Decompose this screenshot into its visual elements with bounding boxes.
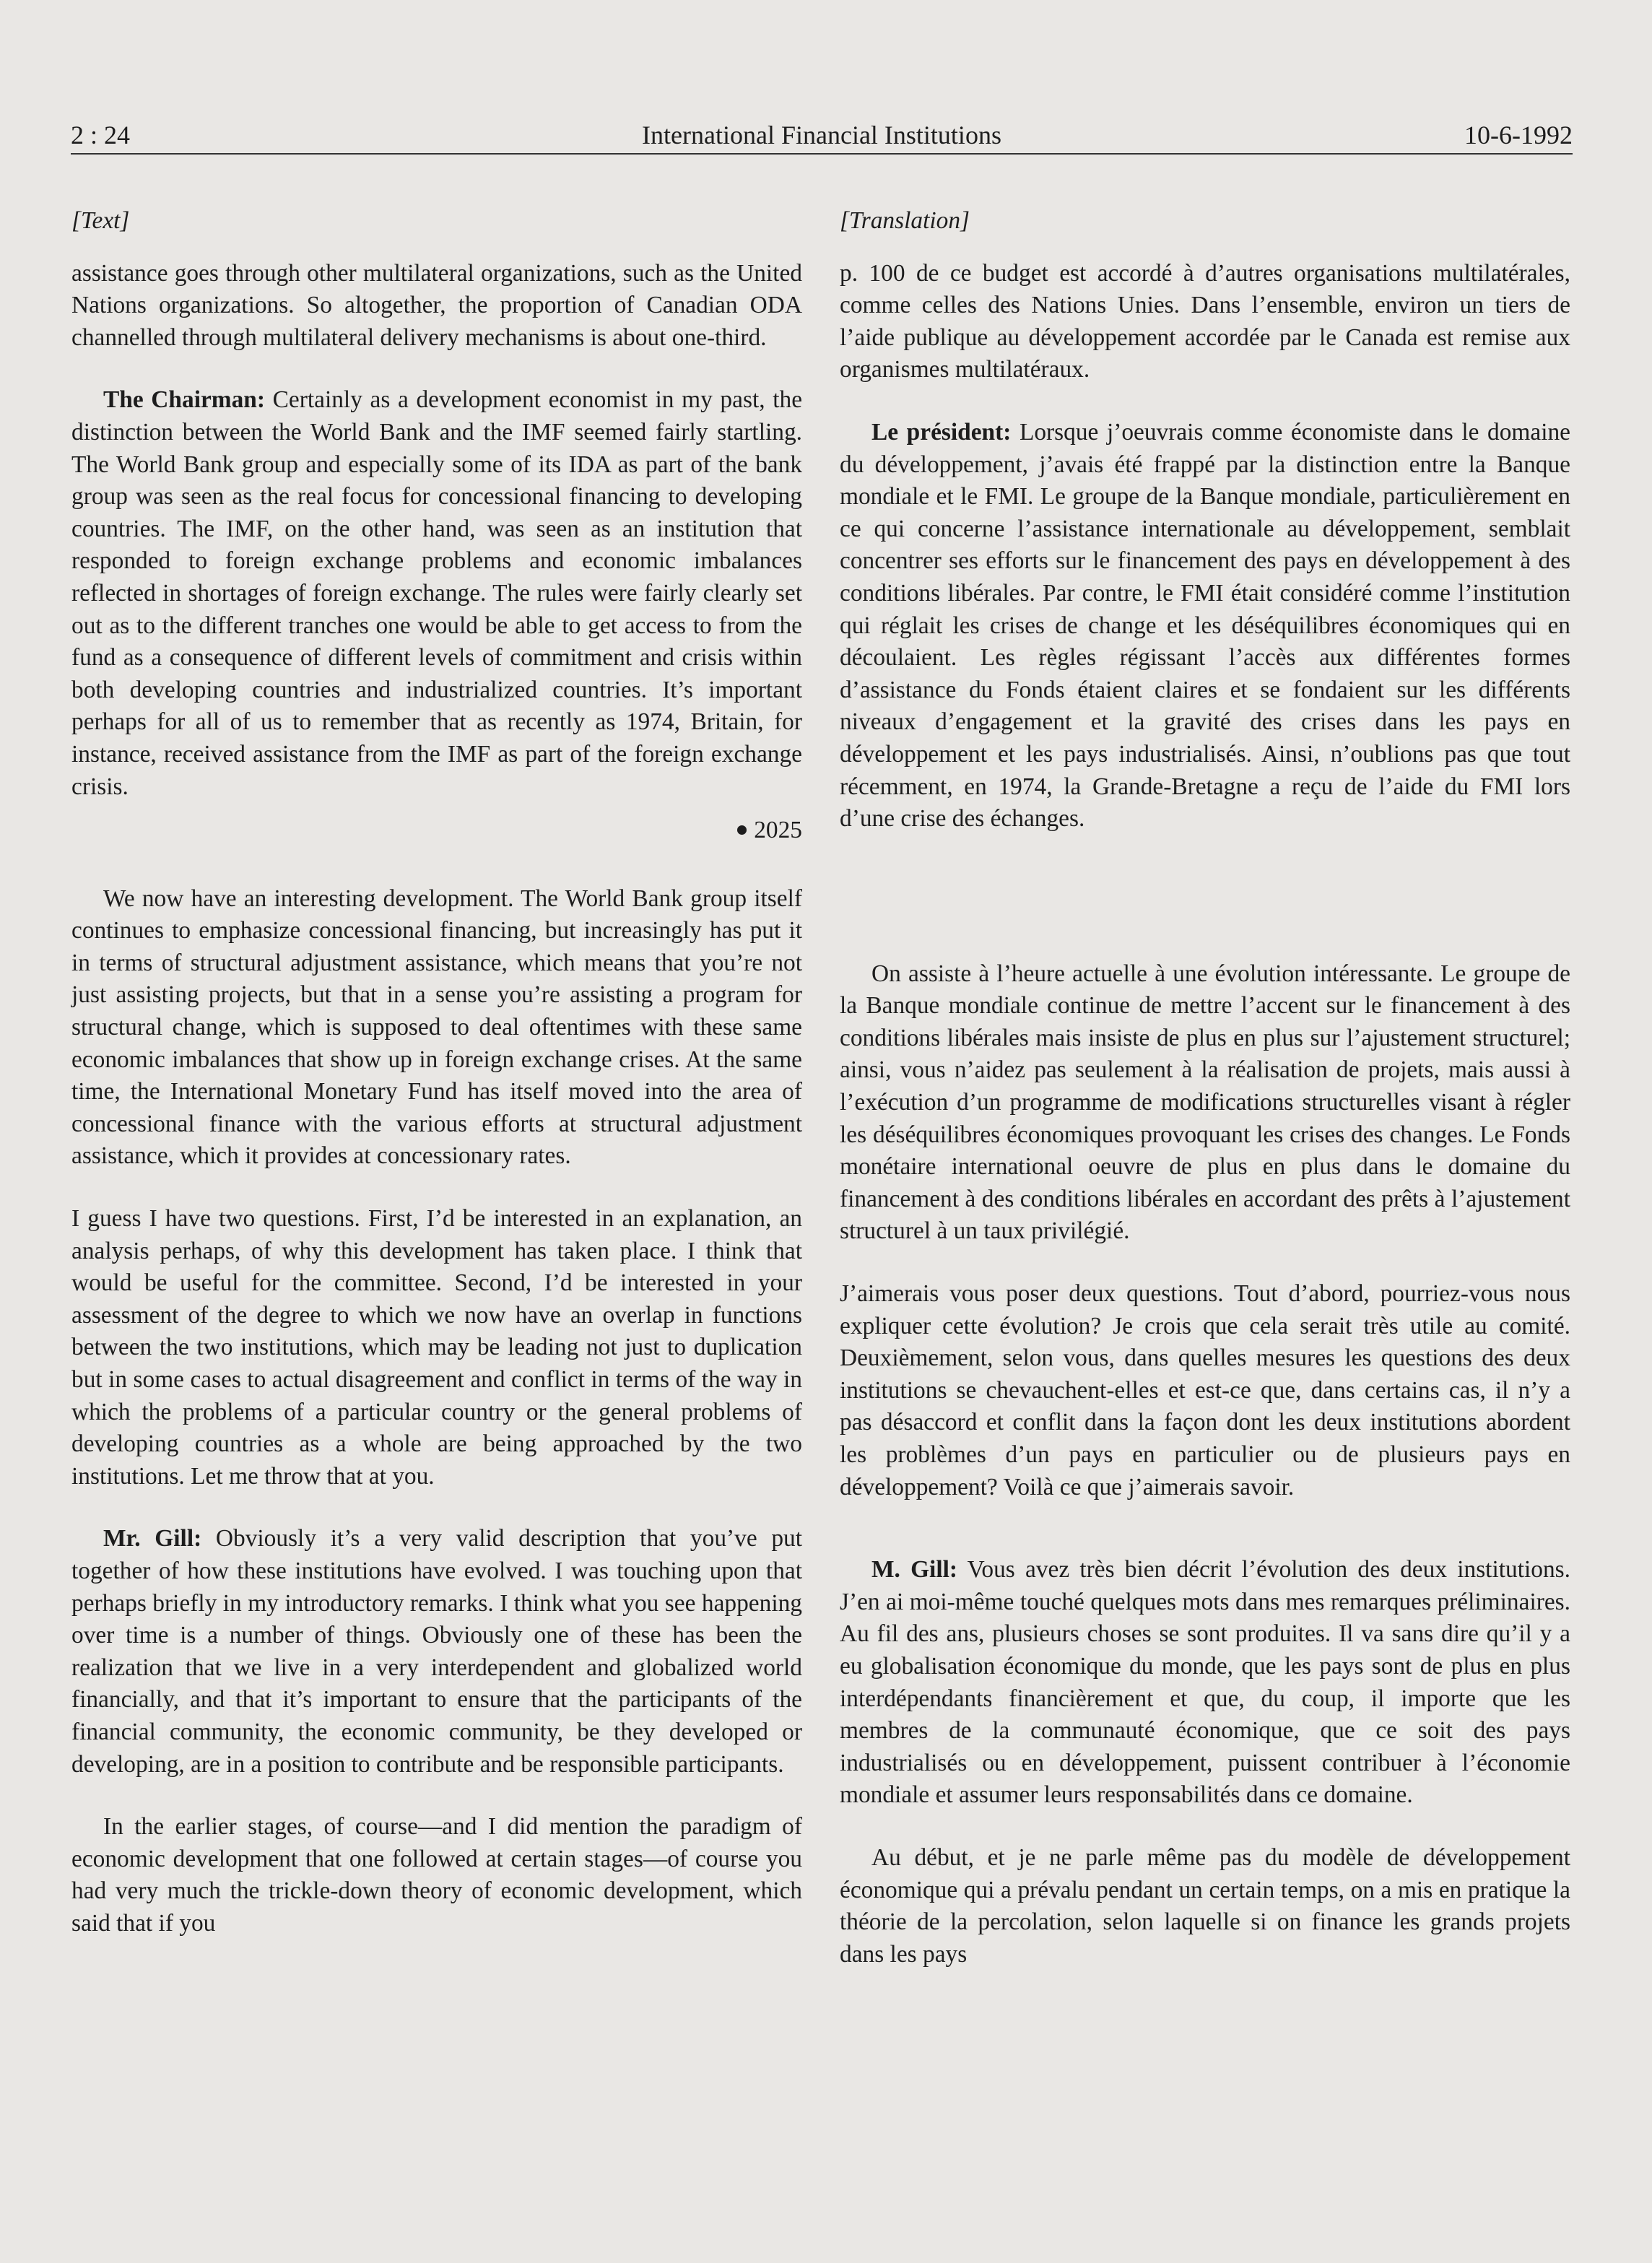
bullet-icon	[737, 825, 747, 835]
speaker-name: Le président:	[871, 418, 1012, 446]
speaker-name: M. Gill:	[871, 1556, 957, 1584]
column-spacer	[840, 835, 1570, 958]
column-label-text: [Text]	[71, 207, 130, 234]
paragraph-4: I guess I have two questions. First, I’d be interested in an explanation, an analysis perhaps, of why this development has taken place. I think that would be useful for the committee. Second, I’d be interested in your assessment of the degree to which we now have an overlap in functions between the two institutions, which may be leading not just to duplication but in some cases to actual disagreement and conflict in terms of the way in which the problems of a particular country or the general problems of developing countries as a whole are being approached by the two institutions. Let me throw that at you.	[71, 1205, 802, 1490]
column-label-translation: [Translation]	[840, 207, 970, 234]
speech-text: Obviously it’s a very valid description that you’ve put together of how these institutions have evolved. I was touching upon that perhaps briefly in my introductory remarks. I think what you see happening over time is a number of things. Obviously one of these has been the realization that we live in a very interdependent and globalized world financially, and that it’s important to ensure that the participants of the financial community, the economic community, be they developed or developing, are in a position to contribute and be responsible participants.	[71, 1525, 802, 1778]
paragraph-3: We now have an interesting development. The World Bank group itself continues to emphasize concessional financing, but increasingly has put it in terms of structural adjustment assistance, which means that you’re not just assisting projects, but that in a sense you’re assisting a program for structural change, which is supposed to deal oftentimes with these same economic imbalances that show up in foreign exchange crises. At the same time, the International Monetary Fund has itself moved into the area of concessional finance with the various efforts at structural adjustment assistance, which it provides at concessionary rates.	[71, 885, 802, 1170]
paragraph-4: J’aimerais vous poser deux questions. Tout d’abord, pourriez-vous nous expliquer cette évolution? Je crois que cela serait très utile au comité. Deuxièmement, selon vous, dans quelles mesures les questions des deux institutions se chevauchent-elles et est-ce que, dans certains cas, il n’y a pas désaccord et conflit dans la façon dont les deux institutions abordent les problèmes d’un pays en particulier ou de plusieurs pays en développement? Voilà ce que j’aimerais savoir.	[840, 1280, 1570, 1500]
paragraph-1: p. 100 de ce budget est accordé à d’autres organisations multilatérales, comme celles des Nations Unies. Dans l’ensemble, environ un tiers de l’aide publique au développement accordée par le Canada est remise aux organismes multilatéraux.	[840, 259, 1570, 383]
header-date: 10-6-1992	[1464, 121, 1573, 149]
paragraph-6: Au début, et je ne parle même pas du modèle de développement économique qui a prévalu pendant un certain temps, on a mis en pratique la théorie de la percolation, selon laquelle si on finance les grands projets dans les pays	[840, 1843, 1570, 1968]
speech-text: Vous avez très bien décrit l’évolution des deux institutions. J’en ai moi-même touché quelques mots dans mes remarques préliminaires. Au fil des ans, plusieurs choses se sont produites. Il va sans dire qu’il y a eu globalisation économique du monde, que les pays sont de plus en plus interdépendants financièrement et que, du coup, il importe que les membres de la communauté économique, que ce soit des pays industrialisés ou en développement, puissent contribuer à l’économie mondiale et assumer leurs responsabilités dans ce domaine.	[840, 1556, 1570, 1809]
speaker-name: Mr. Gill:	[103, 1525, 202, 1552]
paragraph-5	[840, 1554, 1570, 1812]
paragraph-6: In the earlier stages, of course—and I did mention the paradigm of economic development that one followed at certain stages—of course you had very much the trickle-down theory of economic development, which said that if you	[71, 1813, 802, 1937]
page-header	[71, 117, 1573, 155]
speech-text: Certainly as a development economist in my past, the distinction between the World Bank and the IMF seemed fairly startling. The World Bank group and especially some of its IDA as part of the bank group was seen as the real focus for concessional financing to developing countries. The IMF, on the other hand, was seen as an institution that responded to foreign exchange problems and economic imbalances reflected in shortages of foreign exchange. The rules were fairly clearly set out as to the different tranches one would be able to get access to from the fund as a consequence of different levels of commitment and crisis within both developing countries and industrialized countries. It’s important perhaps for all of us to remember that as recently as 1974, Britain, for instance, received assistance from the IMF as part of the foreign exchange crisis.	[71, 386, 803, 800]
paragraph-2	[840, 417, 1570, 835]
paragraph-5	[71, 1523, 802, 1781]
french-column	[840, 205, 1570, 1971]
speech-text: Lorsque j’oeuvrais comme économiste dans le domaine du développement, j’avais été frappé par la distinction entre la Banque mondiale et le FMI. Le groupe de la Banque mondiale, particulièrement en ce qui concerne l’assistance internationale au développement, semblait concentrer ses efforts sur le financement des pays en développement à des conditions libérales. Par contre, le FMI était considéré comme l’institution qui réglait les crises de change et les déséquilibres économiques qui en découlaient. Les règles régissant l’accès aux différentes formes d’assistance du Fonds étaient claires et se fondaient sur les différents niveaux d’engagement et la gravité des crises dans les pays en développement et les pays industrialisés. Ainsi, n’oublions pas que tout récemment, en 1974, la Grande-Bretagne a reçu de l’aide du FMI lors d’une crise des échanges.	[840, 418, 1570, 833]
running-title: International Financial Institutions	[642, 121, 1001, 149]
paragraph-2	[71, 384, 802, 803]
time-marker-value: 2025	[754, 817, 802, 844]
speaker-name: The Chairman:	[103, 386, 265, 414]
time-marker	[71, 815, 802, 847]
paragraph-1: assistance goes through other multilateral organizations, such as the United Nations organizations. So altogether, the proportion of Canadian ODA channelled through multilateral delivery mechanisms is about one-third.	[71, 259, 802, 351]
page-number: 2 : 24	[71, 121, 131, 149]
paragraph-3: On assiste à l’heure actuelle à une évolution intéressante. Le groupe de la Banque mondiale continue de mettre l’accent sur le financement à des conditions libérales mais insiste de plus en plus sur l’ajustement structurel; ainsi, vous n’aidez pas seulement à la réalisation de projets, mais aussi à l’exécution d’un programme de modifications structurelles visant à régler les déséquilibres économiques provoquant les crises des changes. Le Fonds monétaire international oeuvre de plus en plus dans le domaine du financement à des conditions libérales en accordant des prêts à l’ajustement structurel à un taux privilégié.	[840, 960, 1570, 1245]
english-column	[71, 205, 802, 1940]
